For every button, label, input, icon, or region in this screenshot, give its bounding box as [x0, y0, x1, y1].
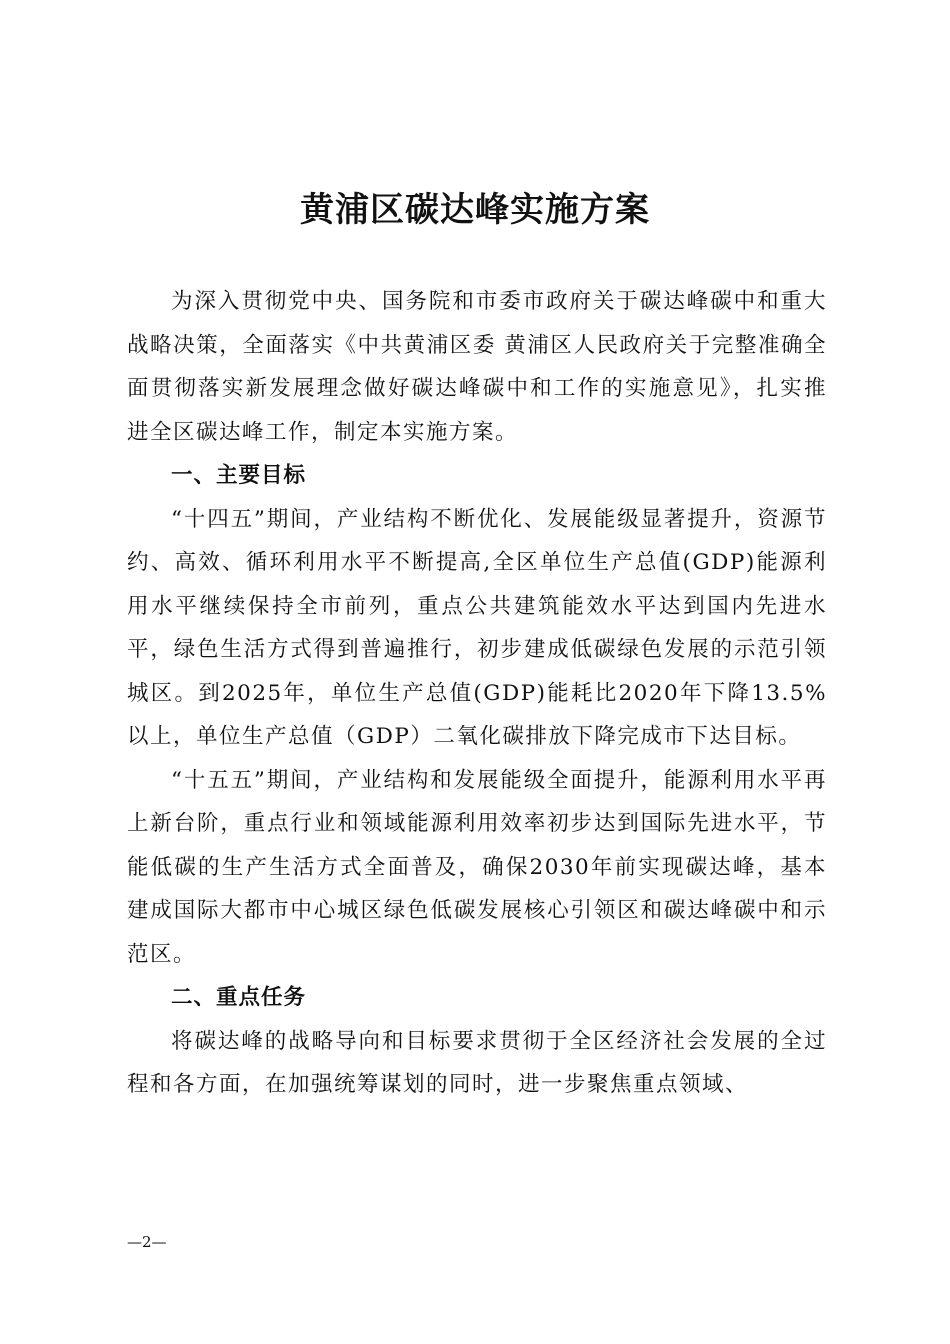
goals-14th-five-year-paragraph: “十四五”期间，产业结构不断优化、发展能级显著提升，资源节约、高效、循环利用水平不断提高,全区单位生产总值(GDP)能源利用水平继续保持全市前列，重点公共建筑能效水平达到国内先进水平，绿色生活方式得到普遍推行，初步建成低碳绿色发展的示范引领城区。到2025年，单位生产总值(GDP)能耗比2020年下降13.5%以上，单位生产总值（GDP）二氧化碳排放下降完成市下达目标。: [127, 506, 827, 749]
goals-15th-five-year-paragraph: “十五五”期间，产业结构和发展能级全面提升，能源利用水平再上新台阶，重点行业和领域能源利用效率初步达到国际先进水平，节能低碳的生产生活方式全面普及，确保2030年前实现碳达峰，基本建成国际大都市中心城区绿色低碳发展核心引领区和碳达峰碳中和示范区。: [127, 767, 827, 967]
key-tasks-paragraph: 将碳达峰的战略导向和目标要求贯彻于全区经济社会发展的全过程和各方面，在加强统筹谋划的同时，进一步聚焦重点领域、: [127, 1028, 827, 1097]
intro-paragraph: 为深入贯彻党中央、国务院和市委市政府关于碳达峰碳中和重大战略决策，全面落实《中共黄浦区委 黄浦区人民政府关于完整准确全面贯彻落实新发展理念做好碳达峰碳中和工作的实施意见》，扎实推进全区碳达峰工作，制定本实施方案。: [127, 289, 827, 445]
document-body: [127, 280, 827, 1107]
section-heading-key-tasks: 二、重点任务: [171, 985, 307, 1010]
page-number: —2—: [127, 1233, 167, 1251]
section-heading-main-goals: 一、主要目标: [171, 463, 307, 488]
document-title: 黄浦区碳达峰实施方案: [300, 190, 650, 230]
